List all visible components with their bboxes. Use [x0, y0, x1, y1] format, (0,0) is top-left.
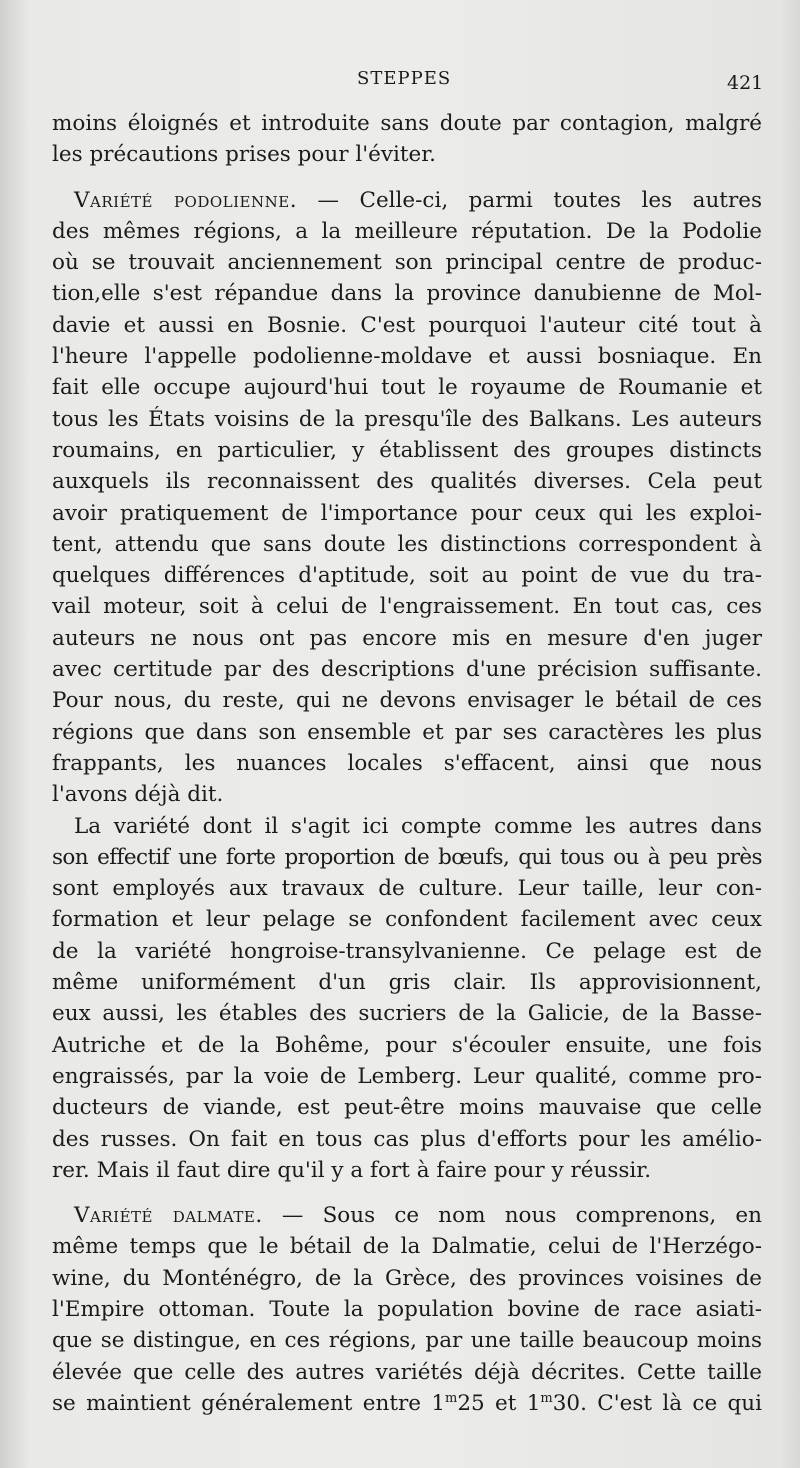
text-line: même uniformément d'un gris clair. Ils approvisionnent, [52, 970, 762, 996]
section-heading: Variété podolienne. [74, 187, 298, 213]
text-line [52, 1200, 762, 1231]
text-line: tent, attendu que sans doute les distinctions correspondent à [52, 531, 762, 557]
text-line: son effectif une forte proportion de bœufs, qui tous ou à peu près [52, 844, 762, 870]
text-line: engraissés, par la voie de Lemberg. Leur qualité, comme pro- [52, 1063, 762, 1089]
text-line: l'Empire ottoman. Toute la population bovine de race asiati- [52, 1296, 762, 1322]
text-run: — Celle-ci, parmi toutes les autres [297, 187, 762, 213]
text-line: tous les États voisins de la presqu'île des Balkans. Les auteurs [52, 406, 762, 432]
body-text [52, 108, 762, 1419]
page-number: 421 [727, 72, 764, 94]
text-line: des russes. On fait en tous cas plus d'efforts pour les amélio- [52, 1126, 762, 1152]
text-line: avec certitude par des descriptions d'une précision suffisante. [52, 657, 762, 683]
text-line: où se trouvait anciennement son principal centre de produc- [52, 250, 762, 276]
text-line: La variété dont il s'agit ici compte comme les autres dans [74, 813, 762, 839]
text-line: régions que dans son ensemble et par ses caractères les plus [52, 719, 762, 745]
section-heading: Variété dalmate. [74, 1203, 263, 1229]
text-line: de la variété hongroise-transylvanienne. Ce pelage est de [52, 938, 762, 964]
text-line: avoir pratiquement de l'importance pour ceux qui les exploi- [52, 500, 762, 526]
text-line: des mêmes régions, a la meilleure réputation. De la Podolie [52, 218, 762, 244]
text-line: auteurs ne nous ont pas encore mis en mesure d'en juger [52, 625, 762, 651]
text-run: se maintient généralement entre 1 [52, 1390, 446, 1416]
text-run: — Sous ce nom nous comprenons, en [262, 1203, 762, 1229]
text-line [52, 185, 762, 216]
paragraph [52, 185, 762, 811]
text-line: ducteurs de viande, est peut-être moins mauvaise que celle [52, 1095, 762, 1121]
text-line: les précautions prises pour l'éviter. [52, 142, 436, 168]
text-line: wine, du Monténégro, de la Grèce, des provinces voisines de [52, 1265, 762, 1291]
text-line: élevée que celle des autres variétés déjà décrites. Cette taille [52, 1359, 762, 1385]
text-line: fait elle occupe aujourd'hui tout le royaume de Roumanie et [52, 375, 762, 401]
running-head: STEPPES [357, 68, 452, 89]
unit-superscript: m [540, 1390, 553, 1406]
text-run: 25 et 1 [457, 1390, 541, 1416]
text-line: auxquels ils reconnaissent des qualités diverses. Cela peut [52, 469, 762, 495]
text-line: même temps que le bétail de la Dalmatie, celui de l'Herzégo- [52, 1234, 762, 1260]
text-line: formation et leur pelage se confondent facilement avec ceux [52, 907, 762, 933]
text-line: quelques différences d'aptitude, soit au point de vue du tra- [52, 563, 762, 589]
text-line: sont employés aux travaux de culture. Leur taille, leur con- [52, 876, 762, 902]
text-line: Pour nous, du reste, qui ne devons envisager le bétail de ces [52, 688, 762, 714]
text-line: vail moteur, soit à celui de l'engraissement. En tout cas, ces [52, 594, 762, 620]
text-line: frappants, les nuances locales s'effacent, ainsi que nous [52, 750, 762, 776]
text-line: l'heure l'appelle podolienne-moldave et aussi bosniaque. En [52, 344, 762, 370]
text-run: 30. C'est là ce qui [552, 1390, 762, 1416]
page-header [0, 68, 800, 102]
unit-superscript: m [445, 1390, 458, 1406]
paragraph [52, 1200, 762, 1419]
text-line: rer. Mais il faut dire qu'il y a fort à faire pour y réussir. [52, 1157, 652, 1183]
text-line: eux aussi, les étables des sucriers de la Galicie, de la Basse- [52, 1001, 762, 1027]
text-line: l'avons déjà dit. [52, 782, 224, 808]
text-line: tion,elle s'est répandue dans la province danubienne de Mol- [52, 281, 762, 307]
paragraph [52, 108, 762, 171]
text-line: roumains, en particulier, y établissent des groupes distincts [52, 437, 762, 463]
paragraph [52, 811, 762, 1187]
text-line: Autriche et de la Bohême, pour s'écouler ensuite, une fois [52, 1032, 762, 1058]
text-line: davie et aussi en Bosnie. C'est pourquoi l'auteur cité tout à [52, 312, 762, 338]
text-line: moins éloignés et introduite sans doute par contagion, malgré [52, 111, 762, 136]
text-line: que se distingue, en ces régions, par une taille beaucoup moins [52, 1328, 762, 1354]
text-line [52, 1388, 762, 1419]
